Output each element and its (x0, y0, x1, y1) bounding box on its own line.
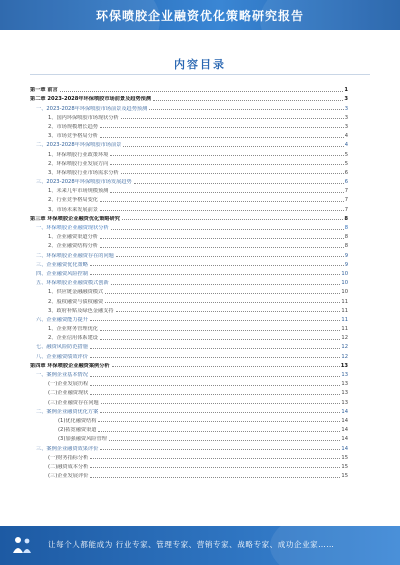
toc-leader-dots (90, 347, 341, 349)
toc-entry-label: 2、行业竞争格局变化 (48, 197, 98, 204)
toc-entry-page: 12 (341, 344, 348, 351)
toc-entry-page: 3 (344, 96, 348, 103)
toc-entry-label: 3、市场竞争格局分析 (48, 133, 98, 140)
toc-entry[interactable] (30, 130, 348, 139)
toc-entry[interactable] (30, 148, 348, 157)
toc-entry[interactable] (30, 240, 348, 249)
toc-entry-label: (三)企业融资存在问题 (48, 399, 99, 406)
toc-entry-label: 3、环保喷胶行业市场需求分析 (48, 169, 119, 176)
toc-entry-label: 1、企业财务管理优化 (48, 326, 98, 333)
toc-entry-label: 五、环保喷胶企业融资模式创新 (36, 280, 109, 287)
toc-entry-page: 9 (344, 261, 348, 268)
toc-leader-dots (100, 411, 340, 413)
toc-entry-page: 11 (341, 316, 348, 323)
toc-entry-page: 15 (341, 463, 348, 470)
toc-entry[interactable] (30, 286, 348, 295)
toc-leader-dots (60, 90, 344, 92)
toc-leader-dots (110, 191, 343, 193)
toc-entry[interactable] (30, 167, 348, 176)
toc-entry[interactable] (30, 93, 348, 102)
toc-entry-page: 12 (341, 335, 348, 342)
toc-entry-label: 2、企业融资结构分析 (48, 243, 98, 250)
toc-entry-label: 2、市场规模增长趋势 (48, 123, 98, 130)
toc-entry[interactable] (30, 222, 348, 231)
toc-leader-dots (134, 182, 344, 184)
toc-entry-label: (二)融资成本分析 (48, 463, 89, 470)
toc-entry-page: 4 (344, 142, 348, 149)
toc-leader-dots (90, 273, 341, 275)
document-title: 环保喷胶企业融资优化策略研究报告 (95, 9, 304, 23)
toc-entry-page: 3 (344, 105, 348, 112)
toc-entry-page: 8 (344, 215, 348, 222)
toc-entry-label: (一)企业发展历程 (48, 381, 89, 388)
toc-entry-page: 5 (344, 151, 348, 158)
toc-leader-dots (90, 264, 344, 266)
toc-entry-label: 1、企业融资渠道分析 (48, 234, 98, 241)
toc-entry-page: 3 (344, 114, 348, 121)
toc-entry[interactable] (30, 176, 348, 185)
toc-entry-page: 10 (341, 280, 348, 287)
toc-entry[interactable] (30, 350, 348, 359)
toc-entry[interactable] (30, 378, 348, 387)
toc-entry-label: 1、未来几年市场规模预测 (48, 188, 109, 195)
toc-entry[interactable] (30, 249, 348, 258)
toc-entry-page: 6 (344, 179, 348, 186)
toc-entry-page: 1 (344, 87, 348, 94)
toc-leader-dots (90, 466, 340, 468)
toc-leader-dots (123, 145, 343, 147)
toc-leader-dots (121, 172, 344, 174)
toc-leader-dots (100, 209, 344, 211)
toc-entry-page: 10 (341, 270, 348, 277)
toc-leader-dots (153, 99, 343, 101)
person-logo-icon (10, 535, 34, 555)
toc-entry-label: (二)企业融资现状 (48, 390, 89, 397)
toc-entry-page: 11 (341, 298, 348, 305)
toc-leader-dots (90, 457, 340, 459)
toc-entry[interactable] (30, 139, 348, 148)
toc-entry-page: 8 (344, 234, 348, 241)
toc-entry[interactable] (30, 84, 348, 93)
toc-entry-label: 一、案例企业基本情况 (36, 372, 88, 378)
toc-leader-dots (90, 476, 340, 478)
toc-entry-label: 一、2023-2028年环保喷胶市场前景及趋势预测 (36, 105, 148, 112)
toc-entry-label: 二、案例企业融资优化方案 (36, 408, 99, 415)
toc-entry[interactable] (30, 213, 348, 222)
toc-entry-label: 二、2023-2028年环保喷胶市场前景 (36, 142, 122, 149)
toc-leader-dots (100, 329, 340, 331)
toc-entry-label: 三、案例企业融资效果评价 (36, 445, 99, 452)
toc-entry-page: 7 (344, 197, 348, 204)
toc-entry-page: 4 (344, 133, 348, 140)
toc-entry[interactable] (30, 305, 348, 314)
toc-entry-label: 2、股权融资与债权融资 (48, 298, 104, 305)
toc-entry-page: 14 (341, 417, 348, 424)
toc-entry-label: 六、企业融资能力提升 (36, 316, 88, 323)
toc-entry[interactable] (30, 203, 348, 212)
toc-leader-dots (105, 292, 340, 294)
toc-leader-dots (90, 319, 341, 321)
toc-leader-dots (100, 448, 340, 450)
toc-entry[interactable] (30, 360, 348, 369)
toc-leader-dots (109, 439, 341, 441)
toc-entry[interactable] (30, 461, 348, 470)
toc-entry[interactable] (30, 231, 348, 240)
toc-leader-dots (90, 375, 341, 377)
toc-entry[interactable] (30, 323, 348, 332)
toc-entry-label: (2)拓宽融资渠道 (58, 427, 97, 434)
toc-entry-page: 11 (341, 326, 348, 333)
toc-entry[interactable] (30, 277, 348, 286)
toc-entry[interactable] (30, 295, 348, 304)
toc-entry[interactable] (30, 396, 348, 405)
toc-leader-dots (110, 154, 343, 156)
toc-leader-dots (111, 228, 344, 230)
toc-leader-dots (149, 108, 343, 110)
toc-entry-page: 15 (341, 473, 348, 480)
toc-entry[interactable] (30, 259, 348, 268)
toc-leader-dots (100, 338, 340, 340)
toc-entry[interactable] (30, 194, 348, 203)
toc-entry-label: 1、国内环保喷胶市场现状分析 (48, 114, 119, 121)
toc-entry[interactable] (30, 442, 348, 451)
toc-entry-label: 二、环保喷胶企业融资存在的问题 (36, 252, 114, 259)
toc-entry-label: 2、环保喷胶行业发展方向 (48, 160, 109, 167)
toc-entry[interactable] (30, 369, 348, 378)
toc-leader-dots (100, 237, 344, 239)
toc-leader-dots (100, 126, 344, 128)
toc-entry-page: 11 (341, 307, 348, 314)
toc-entry[interactable] (30, 102, 348, 111)
toc-entry[interactable] (30, 341, 348, 350)
toc-entry[interactable] (30, 314, 348, 323)
toc-entry-label: 1、环保喷胶行业政策环境 (48, 151, 109, 158)
toc-leader-dots (111, 283, 341, 285)
toc-entry-label: 1、供应链金融融资模式 (48, 289, 104, 296)
toc-entry-label: 四、企业融资风险控制 (36, 270, 88, 277)
toc-leader-dots (98, 430, 340, 432)
toc-entry[interactable] (30, 185, 348, 194)
toc-entry-label: 三、企业融资优化策略 (36, 261, 88, 268)
toc-entry-label: (1)优化融资结构 (58, 417, 97, 424)
toc-entry-page: 10 (341, 289, 348, 296)
toc-leader-dots (121, 117, 344, 119)
toc-entry-page: 8 (344, 225, 348, 231)
toc-leader-dots (116, 310, 341, 312)
toc-entry-label: 2、企业信用体系建设 (48, 335, 98, 342)
toc-leader-dots (90, 393, 340, 395)
header-banner (0, 0, 400, 30)
toc-entry-page: 6 (344, 169, 348, 176)
toc-leader-dots (112, 365, 340, 367)
toc-entry[interactable] (30, 268, 348, 277)
toc-entry[interactable] (30, 424, 348, 433)
toc-entry-page: 14 (341, 436, 348, 443)
toc-entry-label: 三、2023-2028年环保喷胶市场发展趋势 (36, 179, 132, 186)
toc-entry-label: 七、融资风险防范措施 (36, 344, 88, 351)
toc-leader-dots (90, 384, 340, 386)
toc-leader-dots (101, 402, 341, 404)
toc-entry[interactable] (30, 387, 348, 396)
toc-leader-dots (105, 301, 340, 303)
toc-leader-dots (90, 356, 341, 358)
toc-entry-page: 13 (341, 399, 348, 406)
toc-entry[interactable] (30, 112, 348, 121)
toc-leader-dots (110, 163, 343, 165)
toc-entry-page: 13 (341, 372, 348, 378)
toc-entry-page: 14 (341, 445, 348, 452)
toc-entry[interactable] (30, 121, 348, 130)
toc-leader-dots (98, 420, 340, 422)
toc-entry[interactable] (30, 158, 348, 167)
toc-entry-page: 14 (341, 427, 348, 434)
toc-entry-page: 7 (344, 206, 348, 213)
toc-divider (30, 74, 370, 75)
toc-entry[interactable] (30, 433, 348, 442)
toc-entry-label: 第三章 环保喷胶企业融资优化策略研究 (30, 215, 120, 222)
toc-entry-label: (一)财务指标分析 (48, 454, 89, 461)
toc-entry-label: 第四章 环保喷胶企业融资案例分析 (30, 362, 110, 369)
footer-banner (0, 526, 400, 565)
toc-entry[interactable] (30, 470, 348, 479)
toc-entry-label: 第二章 2023-2028年环保喷胶市场前景及趋势预测 (30, 96, 152, 103)
table-of-contents (30, 84, 348, 479)
toc-entry[interactable] (30, 415, 348, 424)
toc-entry-page: 8 (344, 243, 348, 250)
toc-leader-dots (100, 246, 344, 248)
toc-entry-page: 3 (344, 123, 348, 130)
toc-leader-dots (116, 255, 344, 257)
toc-entry-page: 14 (341, 408, 348, 415)
toc-entry-page: 15 (341, 454, 348, 461)
toc-entry-label: (三)企业发展评价 (48, 473, 89, 480)
toc-entry[interactable] (30, 332, 348, 341)
toc-entry-label: 3、市场未来发展前景 (48, 206, 98, 213)
toc-entry-page: 9 (344, 252, 348, 259)
toc-entry-page: 5 (344, 160, 348, 167)
toc-entry[interactable] (30, 452, 348, 461)
toc-entry-label: 一、环保喷胶企业融资现状分析 (36, 225, 109, 231)
toc-entry-label: 八、企业融资绩效评价 (36, 353, 88, 360)
toc-entry-page: 13 (340, 362, 348, 369)
toc-entry-page: 13 (341, 390, 348, 397)
toc-leader-dots (100, 200, 344, 202)
toc-heading: 内容目录 (174, 58, 226, 71)
toc-entry-page: 7 (344, 188, 348, 195)
toc-entry-page: 13 (341, 381, 348, 388)
toc-entry-label: 3、政府补贴及绿色金融支持 (48, 307, 114, 314)
toc-leader-dots (122, 218, 343, 220)
toc-leader-dots (100, 136, 344, 138)
toc-entry[interactable] (30, 406, 348, 415)
footer-slogan: 让每个人都能成为 行业专家、管理专家、营销专家、战略专家、成功企业家…… (48, 540, 335, 549)
toc-entry-label: (3)加强融资风险管理 (58, 436, 107, 443)
toc-entry-page: 12 (341, 353, 348, 360)
toc-entry-label: 第一章 前言 (30, 87, 58, 94)
